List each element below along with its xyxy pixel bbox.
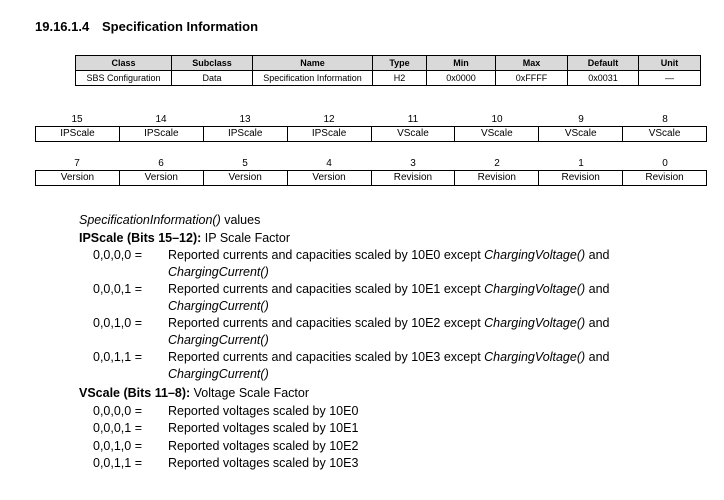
bit-field-cell: IPScale <box>119 127 203 141</box>
values-title-rest: values <box>220 213 261 227</box>
bit-number: 7 <box>74 158 80 169</box>
bit-number: 6 <box>158 158 164 169</box>
spec-header-cell: Unit <box>639 56 701 71</box>
spec-cell: SBS Configuration <box>76 71 172 86</box>
entry-code: 0,0,1,0 = <box>93 316 142 330</box>
bit-field-low-byte <box>35 157 707 186</box>
spec-cell: H2 <box>373 71 427 86</box>
bit-field-cell: Version <box>203 171 287 185</box>
values-description <box>79 212 699 472</box>
bit-fields <box>35 126 707 142</box>
spec-header-cell: Default <box>568 56 639 71</box>
bit-number: 12 <box>323 114 335 125</box>
bit-field-cell: Version <box>287 171 371 185</box>
bit-field-cell: VScale <box>622 127 706 141</box>
bit-field-cell: VScale <box>371 127 455 141</box>
bit-field-cell: Revision <box>454 171 538 185</box>
bit-field-cell: IPScale <box>203 127 287 141</box>
bit-number: 9 <box>578 114 584 125</box>
vscale-entry <box>93 420 699 437</box>
spec-cell: 0xFFFF <box>496 71 568 86</box>
ipscale-title-rest: IP Scale Factor <box>201 230 290 245</box>
bit-number: 4 <box>326 158 332 169</box>
spec-cell: Specification Information <box>253 71 373 86</box>
bit-number: 10 <box>491 114 503 125</box>
bit-number: 13 <box>239 114 251 125</box>
vscale-entry <box>93 438 699 455</box>
entry-description: Reported voltages scaled by 10E0 <box>168 403 359 418</box>
spec-cell: 0x0000 <box>427 71 496 86</box>
ipscale-title <box>79 230 699 247</box>
entry-description: Reported currents and capacities scaled by 10E2 except ChargingVoltage() and ChargingCurrent() <box>168 316 610 347</box>
vscale-entry <box>93 403 699 420</box>
entry-code: 0,0,0,1 = <box>93 282 142 296</box>
entry-code: 0,0,0,1 = <box>93 421 142 435</box>
bit-field-cell: Revision <box>622 171 706 185</box>
bit-number: 3 <box>410 158 416 169</box>
vscale-title-bold: VScale (Bits 11–8): <box>79 386 191 400</box>
entry-code: 0,0,1,1 = <box>93 350 142 364</box>
vscale-title-rest: Voltage Scale Factor <box>190 386 309 400</box>
spec-cell: — <box>639 71 701 86</box>
bit-field-cell: VScale <box>538 127 622 141</box>
bit-number: 15 <box>71 114 83 125</box>
spec-header-cell: Max <box>496 56 568 71</box>
values-function-name: SpecificationInformation() <box>79 213 221 227</box>
entry-description: Reported currents and capacities scaled by 10E3 except ChargingVoltage() and ChargingCurrent() <box>168 350 610 381</box>
spec-header-cell: Min <box>427 56 496 71</box>
bit-field-cell: IPScale <box>287 127 371 141</box>
bit-number: 2 <box>494 158 500 169</box>
entry-code: 0,0,1,0 = <box>93 438 142 453</box>
entry-description: Reported voltages scaled by 10E1 <box>168 421 359 435</box>
entry-code: 0,0,1,1 = <box>93 456 142 470</box>
section-heading <box>35 19 258 34</box>
bit-number: 11 <box>407 114 419 125</box>
entry-description: Reported currents and capacities scaled by 10E1 except ChargingVoltage() and ChargingCurrent() <box>168 282 610 313</box>
section-number: 19.16.1.4 <box>35 19 90 34</box>
bit-number: 8 <box>662 114 668 125</box>
ipscale-entry <box>93 247 699 280</box>
entry-description: Reported voltages scaled by 10E2 <box>168 438 359 453</box>
spec-header-cell: Class <box>76 56 172 71</box>
bit-number: 1 <box>578 158 584 169</box>
spec-header-cell: Name <box>253 56 373 71</box>
spec-table <box>75 55 701 86</box>
entry-code: 0,0,0,0 = <box>93 248 142 262</box>
entry-code: 0,0,0,0 = <box>93 403 142 418</box>
bit-fields <box>35 170 707 186</box>
bit-number: 5 <box>242 158 248 169</box>
bit-number: 14 <box>155 114 167 125</box>
bit-number: 0 <box>662 158 668 169</box>
bit-field-cell: VScale <box>454 127 538 141</box>
vscale-entry <box>93 455 699 472</box>
ipscale-entry <box>93 315 699 348</box>
entry-description: Reported currents and capacities scaled by 10E0 except ChargingVoltage() and ChargingCurrent() <box>168 248 610 279</box>
bit-field-cell: Version <box>60 172 95 183</box>
bit-field-cell: Version <box>119 171 203 185</box>
bit-field-cell: IPScale <box>60 128 95 139</box>
spec-header-cell: Type <box>373 56 427 71</box>
bit-numbers <box>35 157 707 170</box>
ipscale-entry <box>93 349 699 382</box>
bit-numbers <box>35 113 707 126</box>
spec-cell: 0x0031 <box>568 71 639 86</box>
spec-cell: Data <box>172 71 253 86</box>
ipscale-entry <box>93 281 699 314</box>
bit-field-cell: Revision <box>538 171 622 185</box>
spec-table-header-row <box>76 56 701 71</box>
section-title: Specification Information <box>102 19 259 34</box>
ipscale-title-bold: IPScale (Bits 15–12): <box>79 230 202 245</box>
spec-header-cell: Subclass <box>172 56 253 71</box>
entry-description: Reported voltages scaled by 10E3 <box>168 456 359 470</box>
bit-field-high-byte <box>35 113 707 142</box>
vscale-title <box>79 385 699 402</box>
spec-table-row <box>76 71 701 86</box>
bit-field-cell: Revision <box>371 171 455 185</box>
values-title <box>79 212 699 229</box>
